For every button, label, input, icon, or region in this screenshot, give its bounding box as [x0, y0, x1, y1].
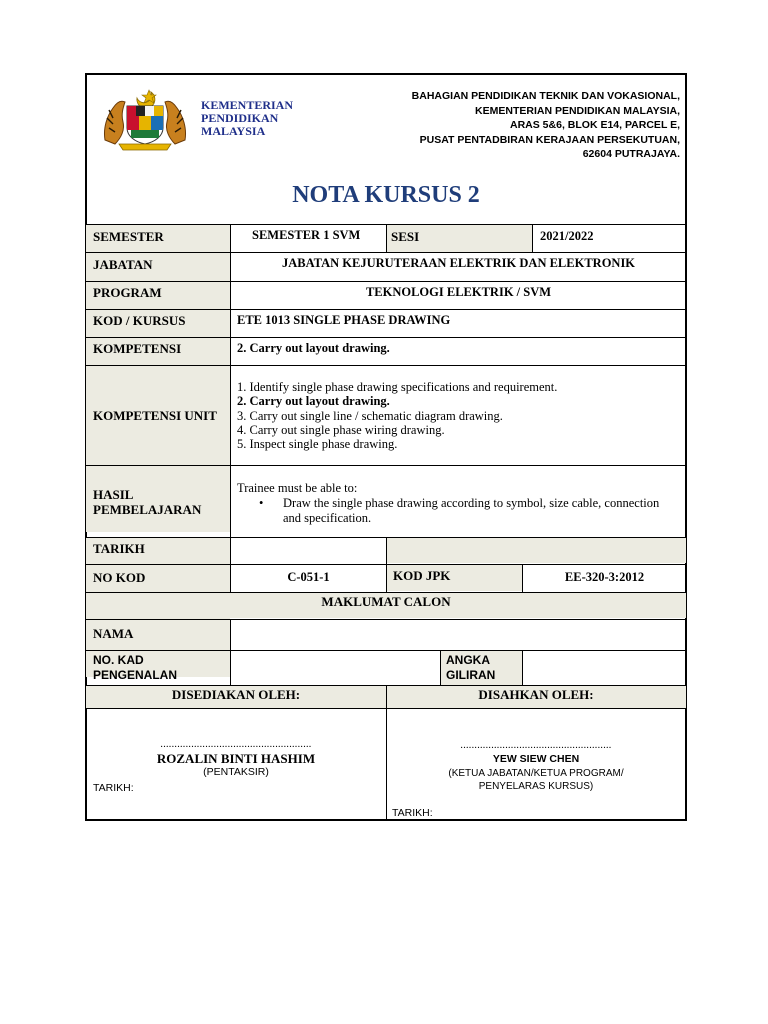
prepared-name: ROZALIN BINTI HASHIM	[156, 751, 316, 766]
program-label: PROGRAM	[93, 285, 162, 300]
address-line: KEMENTERIAN PENDIDIKAN MALAYSIA,	[475, 104, 680, 117]
approved-name: YEW SIEW CHEN	[492, 753, 580, 765]
prepared-signature-line: ......................................................	[160, 739, 312, 750]
document-title: NOTA KURSUS 2	[292, 182, 480, 208]
hasil-bullet	[237, 496, 659, 526]
kompetensi-value: 2. Carry out layout drawing.	[237, 341, 390, 355]
role-line: (KETUA JABATAN/KETUA PROGRAM/	[448, 768, 624, 779]
approved-by-heading: DISAHKAN OLEH:	[478, 687, 594, 702]
address-line: 62604 PUTRAJAYA.	[582, 148, 680, 160]
angka-giliran-label	[446, 653, 495, 683]
kompetensi-label: KOMPETENSI	[93, 341, 182, 356]
list-item: 3. Carry out single line / schematic diagram drawing.	[237, 408, 503, 423]
list-item: 5. Inspect single phase drawing.	[237, 437, 398, 452]
semester-value: SEMESTER 1 SVM	[252, 228, 361, 242]
ministry-address	[412, 89, 680, 162]
jabatan-label: JABATAN	[93, 257, 153, 272]
hasil-intro: Trainee must be able to:	[237, 481, 358, 495]
ministry-name-line: KEMENTERIAN	[201, 98, 294, 112]
nama-field[interactable]	[232, 621, 685, 649]
ministry-name-line: PENDIDIKAN	[201, 111, 279, 125]
bullet-line: and specification.	[283, 511, 372, 525]
approved-role	[386, 767, 686, 793]
hasil-pembelajaran-content	[237, 481, 659, 526]
bullet-line: Draw the single phase drawing according to symbol, size cable, connection	[283, 496, 660, 510]
kompetensi-unit-list	[237, 380, 557, 451]
list-item: 2. Carry out layout drawing.	[237, 394, 390, 409]
bullet-icon: •	[259, 496, 264, 510]
no-kod-value: C-051-1	[287, 570, 330, 584]
prepared-by-heading: DISEDIAKAN OLEH:	[171, 687, 301, 702]
no-kad-pengenalan-label	[93, 653, 177, 683]
approved-tarikh-label: TARIKH:	[392, 807, 433, 819]
label-line: GILIRAN	[446, 668, 496, 682]
address-line: ARAS 5&6, BLOK E14, PARCEL E,	[510, 119, 680, 131]
tarikh-field[interactable]	[232, 539, 384, 563]
jabatan-value: JABATAN KEJURUTERAAN ELEKTRIK DAN ELEKTRONIK	[281, 256, 636, 270]
no-kad-field[interactable]	[232, 652, 438, 684]
hasil-pembelajaran-label	[93, 487, 201, 517]
label-line: PENGENALAN	[93, 668, 178, 682]
kod-kursus-label: KOD / KURSUS	[93, 313, 186, 328]
sesi-label: SESI	[391, 229, 420, 244]
tarikh-label: TARIKH	[93, 541, 145, 556]
kompetensi-unit-label: KOMPETENSI UNIT	[93, 408, 217, 423]
program-value: TEKNOLOGI ELEKTRIK / SVM	[365, 285, 552, 299]
prepared-role: (PENTAKSIR)	[203, 766, 269, 778]
label-line: PEMBELAJARAN	[93, 502, 202, 517]
maklumat-calon-heading: MAKLUMAT CALON	[321, 594, 451, 609]
prepared-tarikh-label: TARIKH:	[93, 782, 134, 794]
nama-label: NAMA	[93, 626, 134, 641]
kod-kursus-value: ETE 1013 SINGLE PHASE DRAWING	[237, 313, 451, 327]
approved-signature-line: ......................................................	[460, 740, 612, 751]
angka-giliran-field[interactable]	[524, 652, 685, 684]
kod-jpk-value: EE-320-3:2012	[564, 570, 645, 584]
address-line: PUSAT PENTADBIRAN KERAJAAN PERSEKUTUAN,	[419, 133, 680, 146]
kod-jpk-label: KOD JPK	[393, 568, 451, 583]
label-line: NO. KAD	[93, 653, 144, 667]
crest-emblem-icon	[99, 88, 191, 152]
ministry-name	[201, 99, 293, 138]
label-line: ANGKA	[446, 653, 490, 667]
label-line: HASIL	[93, 487, 134, 502]
sesi-value: 2021/2022	[540, 229, 594, 243]
address-line: BAHAGIAN PENDIDIKAN TEKNIK DAN VOKASIONAL,	[411, 90, 680, 102]
list-item: 4. Carry out single phase wiring drawing.	[237, 422, 445, 437]
no-kod-label: NO KOD	[93, 570, 146, 585]
semester-label: SEMESTER	[93, 229, 164, 244]
list-item: 1. Identify single phase drawing specifications and requirement.	[237, 380, 558, 394]
tarikh-right-shading	[386, 537, 686, 563]
role-line: PENYELARAS KURSUS)	[478, 781, 594, 792]
ministry-name-line: MALAYSIA	[201, 124, 266, 138]
